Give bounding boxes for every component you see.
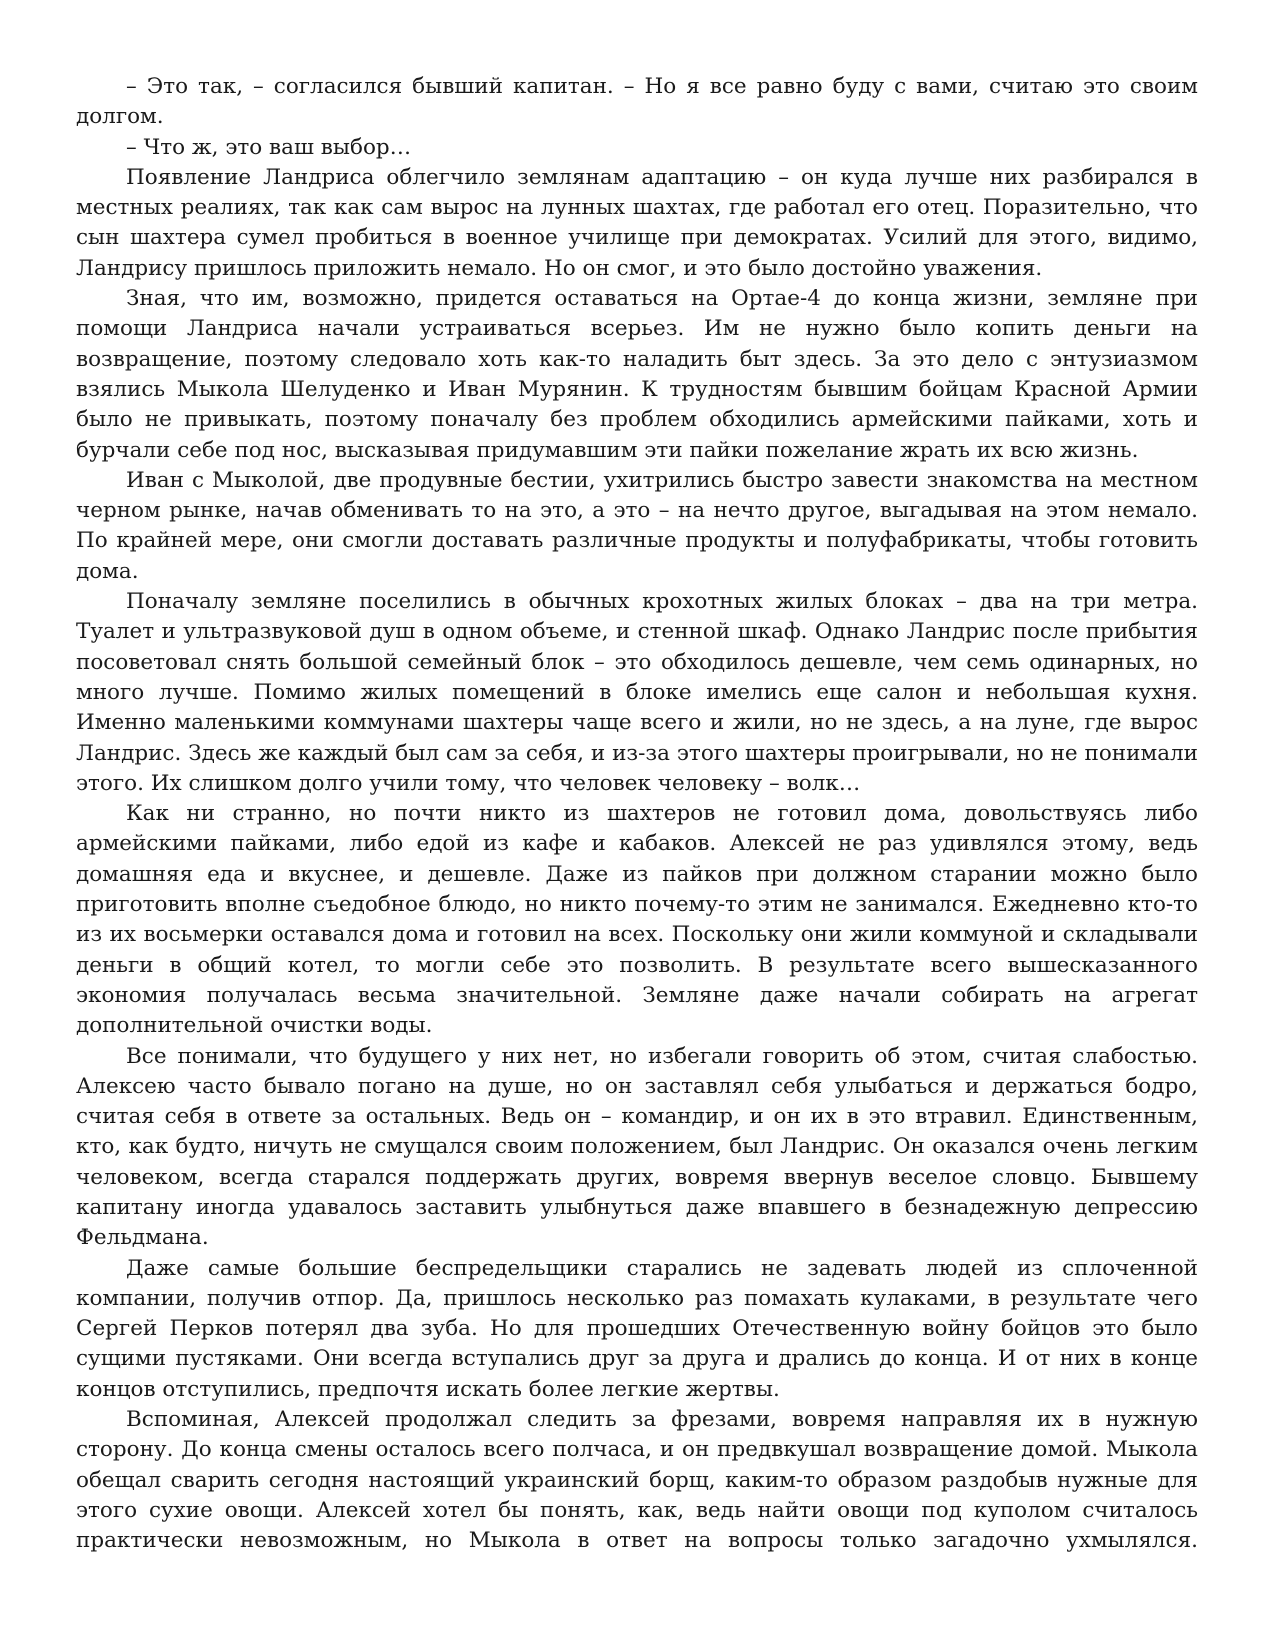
paragraph-7: Как ни странно, но почти никто из шахтеров не готовил дома, довольствуясь либо армейскими пайками, либо едой из кафе и кабаков. Алексей не раз удивлялся этому, ведь домашняя еда и вкуснее, и дешевле. Даже из пайков при должном старании можно было приготовить вполне съедобное блюдо, но никто почему-то этим не занимался. Ежедневно кто-то из их восьмерки оставался дома и готовил на всех. Поскольку они жили коммуной и складывали деньги в общий котел, то могли себе это позволить. В результате всего вышесказанного экономия получалась весьма значительной. Земляне даже начали собирать на агрегат дополнительной очистки воды. [76,801,1198,1039]
paragraph-6: Поначалу земляне поселились в обычных крохотных жилых блоках – два на три метра. Туалет и ультразвуковой душ в одном объеме, и стенной шкаф. Однако Ландрис после прибытия посоветовал снять большой семейный блок – это обходилось дешевле, чем семь одинарных, но много лучше. Помимо жилых помещений в блоке имелись еще салон и небольшая кухня. Именно маленькими коммунами шахтеры чаще всего и жили, но не здесь, а на луне, где вырос Ландрис. Здесь же каждый был сам за себя, и из-за этого шахтеры проигрывали, но не понимали этого. Их слишком долго учили тому, что человек человеку – волк… [76,589,1198,796]
paragraph-3: Появление Ландриса облегчило землянам адаптацию – он куда лучше них разбирался в местных реалиях, так как сам вырос на лунных шахтах, где работал его отец. Поразительно, что сын шахтера сумел пробиться в военное училище при демократах. Усилий для этого, видимо, Ландрису пришлось приложить немало. Но он смог, и это было достойно уважения. [76,164,1198,281]
paragraph-2: – Что ж, это ваш выбор… [126,134,412,160]
paragraph-4: Зная, что им, возможно, придется оставаться на Ортае-4 до конца жизни, земляне при помощи Ландриса начали устраиваться всерьез. Им не нужно было копить деньги на возвращение, поэтому следовало хоть как-то наладить быт здесь. За это дело с энтузиазмом взялись Мыкола Шелуденко и Иван Мурянин. К трудностям бывшим бойцам Красной Армии было не привыкать, поэтому поначалу без проблем обходились армейскими пайками, хоть и бурчали себе под нос, высказывая придумавшим эти пайки пожелание жрать их всю жизнь. [76,286,1198,463]
paragraph-8: Все понимали, что будущего у них нет, но избегали говорить об этом, считая слабостью. Алексею часто бывало погано на душе, но он заставлял себя улыбаться и держаться бодро, считая себя в ответе за остальных. Ведь он – командир, и он их в это втравил. Единственным, кто, как будто, ничуть не смущался своим положением, был Ландрис. Он оказался очень легким человеком, всегда старался поддержать других, вовремя ввернув веселое словцо. Бывшему капитану иногда удавалось заставить улыбнуться даже впавшего в безнадежную депрессию Фельдмана. [76,1043,1198,1251]
document-page [76,72,1198,1557]
paragraph-5: Иван с Мыколой, две продувные бестии, ухитрились быстро завести знакомства на местном черном рынке, начав обменивать то на это, а это – на нечто другое, выгадывая на этом немало. По крайней мере, они смогли доставать различные продукты и полуфабрикаты, чтобы готовить дома. [76,467,1198,584]
paragraph-9: Даже самые большие беспредельщики старались не задевать людей из сплоченной компании, получив отпор. Да, пришлось несколько раз помахать кулаками, в результате чего Сергей Перков потерял два зуба. Но для прошедших Отечественную войну бойцов это было сущими пустяками. Они всегда вступались друг за друга и дрались до конца. И от них в конце концов отступились, предпочтя искать более легкие жертвы. [76,1255,1198,1402]
paragraph-1: – Это так, – согласился бывший капитан. – Но я все равно буду с вами, считаю это своим долгом. [76,74,1198,130]
paragraph-10: Вспоминая, Алексей продолжал следить за фрезами, вовремя направляя их в нужную сторону. До конца смены осталось всего полчаса, и он предвкушал возвращение домой. Мыкола обещал сварить сегодня настоящий украинский борщ, каким-то образом раздобыв нужные для этого сухие овощи. Алексей хотел бы понять, как, ведь найти овощи под куполом считалось практически невозможным, но Мыкола в ответ на вопросы только загадочно ухмылялся. [76,1407,1198,1554]
